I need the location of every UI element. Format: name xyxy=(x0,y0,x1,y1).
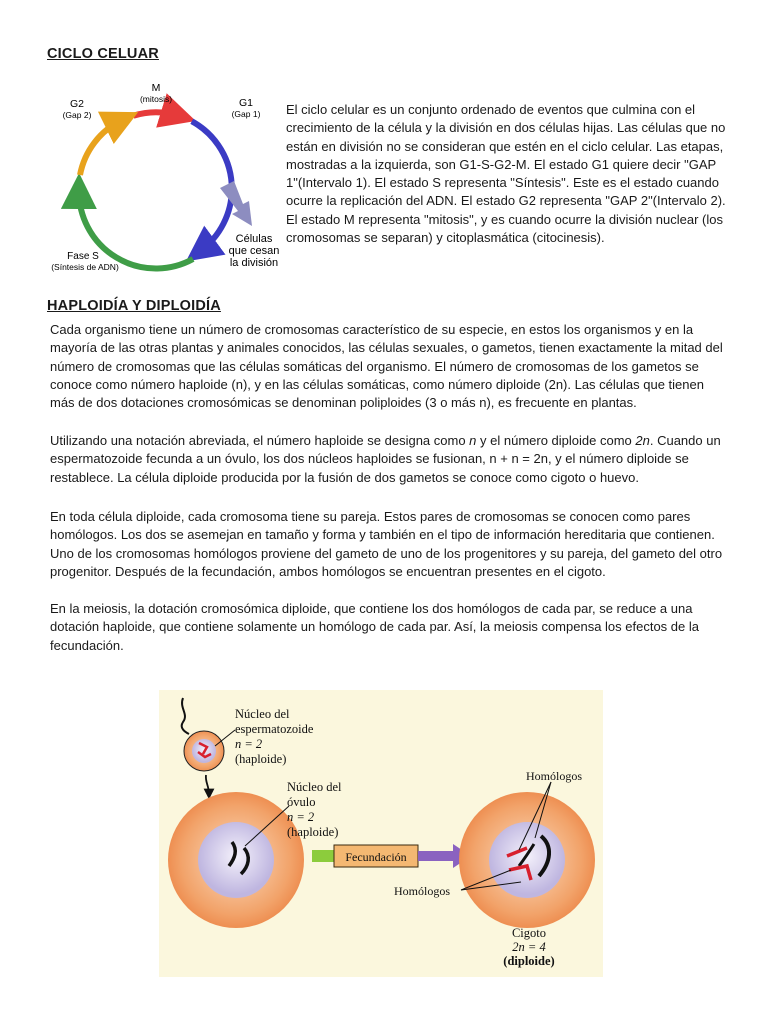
egg-cell xyxy=(168,792,304,928)
egg-label-2: óvulo xyxy=(287,795,316,809)
m-sublabel: (mitosis) xyxy=(139,94,173,104)
exit-label-1: Células xyxy=(235,233,273,245)
homologs-label-bottom: Homólogos xyxy=(394,884,451,898)
section-title-cell-cycle: CICLO CELUAR xyxy=(47,46,159,62)
g2-sublabel: (Gap 2) xyxy=(62,110,92,120)
cell-cycle-description: El ciclo celular es un conjunto ordenado de eventos que culmina con el crecimiento de la célula y la división en dos células hijas. Las células que no están en división no se consideran que estén en el ciclo celular. Las etapas, mostradas a la izquierda, son G1-S-G2-M. El estado G1 quiere decir "GAP 1"(Intervalo 1). El estado S representa "Síntesis". Este es el estado cuando ocurre la replicación del ADN. El estado G2 representa "GAP 2"(Intervalo 2). El estado M representa "mitosis", y es cuando ocurre la división nuclear (los cromosomas se separan) y citoplasmática (citocinesis). xyxy=(286,102,726,246)
sperm-label-1: Núcleo del xyxy=(235,707,290,721)
egg-label-3: n = 2 xyxy=(287,810,315,824)
cell-cycle-diagram xyxy=(40,76,290,282)
section-title-haploidy: HAPLOIDÍA Y DIPLOIDÍA xyxy=(47,298,221,314)
sperm-label-2: espermatozoide xyxy=(235,722,314,736)
m-label: M xyxy=(151,82,161,94)
paragraph-notation: Utilizando una notación abreviada, el número haploide se designa como n y el número diploide como 2n. Cuando un espermatozoide fecunda a un óvulo, los dos núcleos haploides se fusionan, n + n = 2n, y el número diploide se restablece. La célula diploide producida por la fusión de dos gametos se conoce como cigoto o huevo. xyxy=(50,433,721,485)
paragraph-haploid-diploid: Cada organismo tiene un número de cromosomas característico de su especie, en estos los organismos y en la mayoría de las otras plantas y animales conocidos, las células sexuales, o gametos, tienen exactamente la mitad del número de cromosomas que las células somáticas del organismo. El número de cromosomas de los gametos se conoce como número haploide (n), y en las células somáticas, como número diploide (2n). Las células que tienen más de dos dotaciones cromosómicas se denominan poliploides (3 o más n), es frecuente en plantas. xyxy=(50,322,723,411)
m-phase-arc xyxy=(133,112,178,115)
egg-label-1: Núcleo del xyxy=(287,780,342,794)
egg-label-4: (haploide) xyxy=(287,825,339,839)
s-sublabel: (Síntesis de ADN) xyxy=(51,262,119,272)
exit-label-3: la división xyxy=(229,257,279,269)
g2-phase-arc xyxy=(80,120,122,175)
paragraph-meiosis: En la meiosis, la dotación cromosómica diploide, que contiene los dos homólogos de cada par, se reduce a una dotación haploide, que contiene solamente un homólogo de cada par. Así, la meiosis compensa los efectos de la fecundación. xyxy=(50,601,699,653)
sperm-label-4: (haploide) xyxy=(235,752,287,766)
g1-label: G1 xyxy=(238,97,254,109)
s-label: Fase S xyxy=(67,251,99,262)
g2-label: G2 xyxy=(69,98,85,110)
zygote-label-1: Cigoto xyxy=(511,926,547,940)
zygote-label-3: (diploide) xyxy=(503,954,555,968)
fertilization-diagram xyxy=(159,690,603,977)
paragraph-homologous-pairs: En toda célula diploide, cada cromosoma tiene su pareja. Estos pares de cromosomas se conocen como pares homólogos. Los dos se asemejan en tamaño y forma y también en el tipo de información hereditaria que contienen. Uno de los cromosomas homólogos proviene del gameto de uno de los progenitores y su pareja, del gameto del otro progenitor. Después de la fecundación, ambos homólogos se encuentran presentes en el cigoto. xyxy=(50,509,723,579)
sperm-label-3: n = 2 xyxy=(235,737,263,751)
exit-label-2: que cesan xyxy=(228,245,280,257)
fertilization-label: Fecundación xyxy=(345,850,407,864)
zygote-label-2: 2n = 4 xyxy=(512,940,546,954)
g1-sublabel: (Gap 1) xyxy=(231,109,261,119)
homologs-label-top: Homólogos xyxy=(526,769,583,783)
